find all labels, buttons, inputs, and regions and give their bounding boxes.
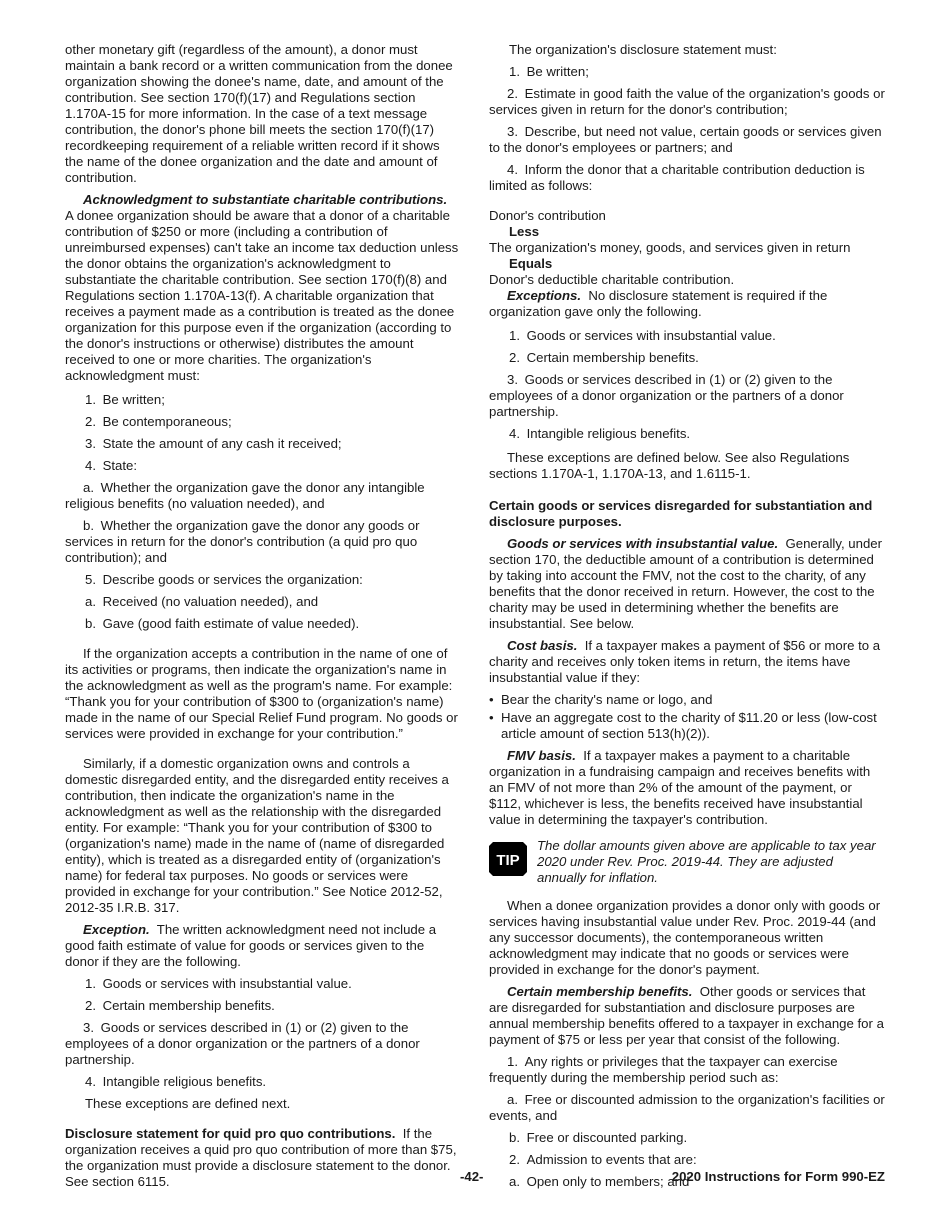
bullet-item: • Have an aggregate cost to the charity of $11.20 or less (low-cost article amount of section 513(h)(2)). — [489, 710, 885, 742]
text-exception: The written acknowledgment need not include a good faith estimate of value for goods or services given to the donor if they are the following. — [65, 922, 437, 969]
text-cost-basis: If a taxpayer makes a payment of $56 or more to a charity and receives only token items in return, the items have insubstantial value if they: — [489, 638, 881, 685]
heading-fmv-basis: FMV basis. — [507, 748, 576, 763]
heading-cost-basis: Cost basis. — [507, 638, 578, 653]
text-fmv-basis: If a taxpayer makes a payment to a charitable organization in a fundraising campaign and receives benefits with an FMV of not more than 2% of the amount of the payment, or $112, whichever is less, the benefits received have insubstantial value in determining the taxpayer's contribution. — [489, 748, 871, 827]
text-disclosure: If the organization receives a quid pro quo contribution of more than $75, the organization must provide a disclosure statement to the donor. See section 6115. — [65, 1126, 457, 1189]
list-item: a. Received (no valuation needed), and — [85, 594, 319, 609]
list-item: b. Whether the organization gave the donor any goods or services in return for the donor's contribution (a quid pro quo contribution); and — [65, 518, 420, 565]
list-item: 2. Estimate in good faith the value of the organization's goods or services given in return for the donor's contribution; — [489, 86, 885, 117]
list-item: b. Gave (good faith estimate of value needed). — [85, 616, 360, 631]
list-item: 4. Intangible religious benefits. — [85, 1074, 267, 1089]
list-item: a. Free or discounted admission to the organization's facilities or events, and — [489, 1092, 885, 1123]
list-item: 2. Certain membership benefits. — [509, 350, 699, 365]
heading-insubstantial-value: Goods or services with insubstantial value. — [507, 536, 779, 551]
list-item: 5. Describe goods or services the organization: — [85, 572, 363, 587]
paragraph-exception — [65, 922, 461, 970]
footer-form-title: 2020 Instructions for Form 990-EZ — [671, 1169, 885, 1184]
text-membership: Other goods or services that are disregarded for substantiation and disclosure purposes are annual membership benefits offered to a taxpayer in exchange for a payment of $75 or less per year that consist of the following. — [489, 984, 884, 1047]
paragraph-exceptions — [489, 288, 885, 320]
list-item: a. Whether the organization gave the donor any intangible religious benefits (no valuation needed), and — [65, 480, 425, 511]
list-item: 2. Admission to events that are: — [509, 1152, 697, 1167]
heading-exception: Exception. — [83, 922, 150, 937]
list-item: 2. Certain membership benefits. — [85, 998, 275, 1013]
paragraph-disregarded-entity: Similarly, if a domestic organization owns and controls a domestic disregarded entity, and the disregarded entity receives a contribution, then indicate the organization's name in the acknowledgment as well as the relationship with the disregarded entity. For example: “Thank you for your contribution of $300 to (organization's name) made in the name of (name of disregarded entity), which is treated as a disregarded entity of (organization's name) for federal tax purposes. No goods or services were provided in exchange for your contribution.” See Notice 2012-52, 2012-35 I.R.B. 317. — [65, 756, 449, 915]
heading-membership: Certain membership benefits. — [507, 984, 693, 999]
list-item: 1. Be written; — [509, 64, 589, 79]
text-exceptions-defined: These exceptions are defined next. — [85, 1096, 291, 1111]
list-item: 1. Goods or services with insubstantial value. — [85, 976, 352, 991]
tip-icon — [489, 842, 527, 876]
paragraph-fmv-basis — [489, 748, 885, 828]
list-item: a. Open only to members; and — [509, 1174, 690, 1189]
list-item: 3. State the amount of any cash it received; — [85, 436, 342, 451]
paragraph-acknowledgment — [65, 192, 461, 384]
right-column — [489, 42, 885, 1196]
calc-equals: Equals — [509, 256, 553, 271]
section-heading-disregarded: Certain goods or services disregarded for substantiation and disclosure purposes. — [489, 498, 873, 529]
tip-box — [489, 838, 885, 886]
heading-acknowledgment: Acknowledgment to substantiate charitable contributions. — [83, 192, 448, 207]
left-column — [65, 42, 461, 1196]
paragraph-donee-acknowledgment: When a donee organization provides a donor only with goods or services having insubstantial value under Rev. Proc. 2019-44 (and any successor documents), the contemporaneous written acknowledgment may indicate that no goods or services were provided in exchange for the donor's payment. — [489, 898, 881, 977]
list-item: 1. Goods or services with insubstantial value. — [509, 328, 776, 343]
heading-disclosure: Disclosure statement for quid pro quo contributions. — [65, 1126, 396, 1141]
list-item: 3. Goods or services described in (1) or (2) given to the employees of a donor organization or the partners of a donor partnership. — [65, 1020, 420, 1067]
calc-donor-contribution: Donor's contribution — [489, 208, 606, 223]
paragraph-program: If the organization accepts a contribution in the name of one of its activities or programs, then indicate the organization's name in the acknowledgment as well as the program's name. For example: “Thank you for your contribution of $300 to (organization's name) made in the name of our Special Relief Fund program. No goods or services were provided in exchange for your contribution.” — [65, 646, 458, 741]
calc-organization-return: The organization's money, goods, and services given in return — [489, 240, 851, 255]
calc-less: Less — [509, 224, 540, 239]
list-item: 4. Intangible religious benefits. — [509, 426, 691, 441]
text-acknowledgment: A donee organization should be aware that a donor of a charitable contribution of $250 or more (including a contribution of unreimbursed expenses) can't take an income tax deduction unless the donor obtains the organization's acknowledgment to substantiate the charitable contribution. See section 170(f)(8) and Regulations section 1.170A-13(f). A charitable organization that receives a payment made as a contribution is treated as the donee organization for this purpose even if the organization (according to the donor's instructions or otherwise) distributes the amount received to one or more charities. The organization's acknowledgment must: — [65, 208, 459, 383]
list-item: 4. Inform the donor that a charitable contribution deduction is limited as follows: — [489, 162, 865, 193]
calc-deductible: Donor's deductible charitable contribution. — [489, 272, 735, 287]
tip-label: TIP — [496, 852, 520, 869]
paragraph-insubstantial-value — [489, 536, 885, 632]
list-item: 1. Any rights or privileges that the taxpayer can exercise frequently during the membership period such as: — [489, 1054, 838, 1085]
list-item: 2. Be contemporaneous; — [85, 414, 232, 429]
heading-exceptions: Exceptions. — [507, 288, 582, 303]
bullet-item: • Bear the charity's name or logo, and — [489, 692, 885, 708]
paragraph-recordkeeping: other monetary gift (regardless of the amount), a donor must maintain a bank record or a written communication from the donee organization showing the donee's name, date, and amount of the contribution. See section 170(f)(17) and Regulations section 1.170A-15 for more information. In the case of a text message contribution, the donor's phone bill meets the section 170(f)(17) recordkeeping requirement of a reliable written record if it shows the name of the donee organization and the date and amount of contribution. — [65, 42, 453, 185]
tip-text: The dollar amounts given above are applicable to tax year 2020 under Rev. Proc. 2019-44. They are adjusted annually for inflation. — [537, 838, 876, 885]
list-item: 1. Be written; — [85, 392, 165, 407]
paragraph-disclosure — [65, 1126, 461, 1190]
page-number: -42- — [460, 1169, 484, 1184]
list-item: 3. Describe, but need not value, certain goods or services given to the donor's employees or partners; and — [489, 124, 882, 155]
list-item: b. Free or discounted parking. — [509, 1130, 688, 1145]
paragraph-cost-basis — [489, 638, 885, 686]
list-item: 4. State: — [85, 458, 138, 473]
text-disclosure-intro: The organization's disclosure statement must: — [509, 42, 777, 57]
text-exceptions-defined: These exceptions are defined below. See also Regulations sections 1.170A-1, 1.170A-13, and 1.6115-1. — [489, 450, 850, 481]
paragraph-membership — [489, 984, 885, 1048]
text-insubstantial-value: Generally, under section 170, the deductible amount of a contribution is determined by taking into account the FMV, not the cost to the charity, of any benefits that the donor received in return. However, the cost to the charity may be used in determining whether the benefits are insubstantial. See below. — [489, 536, 883, 631]
text-exceptions: No disclosure statement is required if the organization gave only the following. — [489, 288, 828, 319]
list-item: 3. Goods or services described in (1) or (2) given to the employees of a donor organization or the partners of a donor partnership. — [489, 372, 844, 419]
